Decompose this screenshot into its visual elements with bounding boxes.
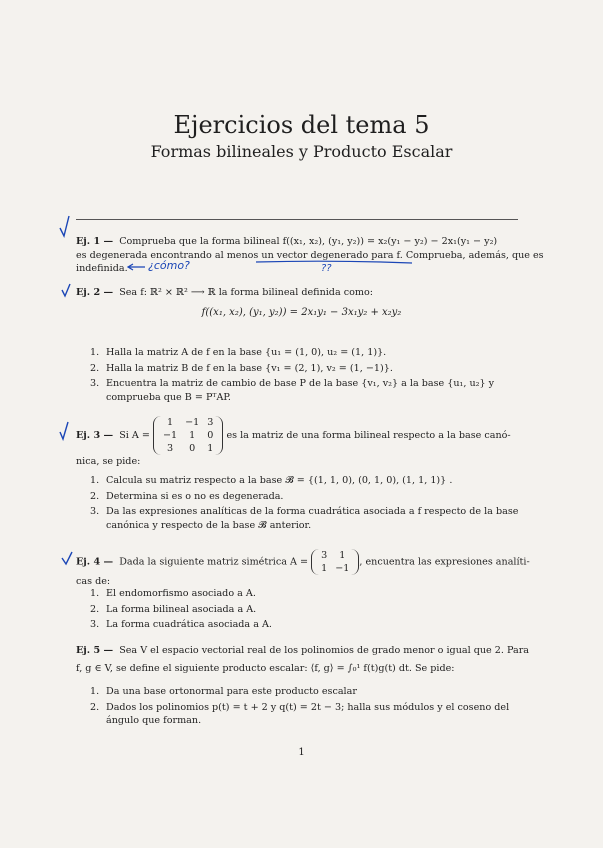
page-title: Ejercicios del tema 5 — [173, 111, 430, 139]
item-text: Da las expresiones analíticas de la forma cuadrática asociada a f respecto de la base canónica y respecto de la base 𝓑 anterior. — [106, 506, 519, 531]
item-number: 3. — [90, 378, 100, 389]
item-number: 3. — [90, 619, 100, 630]
exercise-5-text-line2: f, g ∈ V, se define el siguiente producto escalar: ⟨f, g⟩ = ∫₀¹ f(t)g(t) dt. Se pide: — [76, 662, 455, 674]
exercise-3 — [76, 416, 520, 469]
item-number: 2. — [90, 603, 100, 615]
item-text: El endomorfismo asociado a A. — [106, 588, 256, 599]
exercise-4-label: Ej. 4 — — [76, 556, 114, 568]
item-text: Da una base ortonormal para este producto escalar — [106, 686, 357, 697]
matrix-cell: 0 — [207, 430, 214, 441]
matrix-cell: 3 — [321, 550, 328, 561]
exercise-5 — [76, 644, 530, 675]
list-item — [90, 377, 520, 404]
checkmark-icon — [58, 214, 72, 240]
item-number: 1. — [90, 588, 100, 599]
list-item — [90, 490, 520, 504]
exercise-4-pre: Dada la siguiente matriz simétrica A = — [119, 556, 309, 568]
item-text: Encuentra la matriz de cambio de base P de la base {v₁, v₂} a la base {u₁, u₂} y comprueba que B = PᵀAP. — [106, 378, 495, 403]
matrix-cell: 1 — [189, 430, 196, 441]
exercise-2-list — [90, 346, 520, 406]
exercise-5-list — [90, 685, 520, 730]
item-number: 2. — [90, 362, 100, 374]
checkmark-icon — [60, 550, 74, 566]
matrix-cell: 3 — [207, 417, 214, 428]
exercise-1-text-line1: Comprueba que la forma bilineal f((x₁, x₂), (y₁, y₂)) = x₂(y₁ − y₂) − 2x₁(y₁ − y₂) — [119, 236, 498, 247]
list-item — [90, 346, 520, 360]
exercise-3-post: es la matriz de una forma bilineal respecto a la base canó- — [226, 430, 511, 441]
header — [0, 110, 603, 161]
matrix-cell: 3 — [166, 443, 174, 454]
exercise-4-post: , encuentra las expresiones analíti- — [359, 556, 530, 568]
list-item — [90, 505, 520, 532]
matrix-cell: 0 — [189, 443, 196, 454]
exercise-1-label: Ej. 1 — — [76, 236, 114, 247]
arrow-icon — [125, 263, 147, 271]
list-item — [90, 362, 520, 376]
item-number: 1. — [90, 347, 100, 358]
page-number: 1 — [298, 747, 305, 758]
handwritten-note: ¿cómo? — [148, 259, 190, 272]
matrix-cell: −1 — [335, 563, 350, 574]
exercise-4 — [76, 549, 530, 589]
exercise-1-text-line2: es degenerada encontrando al menos un vector degenerado para f. Comprueba, además, que es — [76, 249, 544, 261]
matrix-a-3x3 — [153, 416, 223, 455]
exercise-4-text-line2: cas de: — [76, 576, 111, 587]
exercise-5-label: Ej. 5 — — [76, 645, 114, 656]
exercise-2-text: Sea f: ℝ² × ℝ² ⟶ ℝ la forma bilineal definida como: — [119, 287, 373, 298]
matrix-cell: 1 — [207, 443, 214, 454]
checkmark-icon — [58, 420, 70, 442]
matrix-cell: −1 — [162, 430, 178, 441]
list-item — [90, 685, 520, 699]
exercise-3-list — [90, 474, 520, 534]
item-text: Determina si es o no es degenerada. — [106, 490, 284, 502]
exercise-3-label: Ej. 3 — — [76, 430, 114, 441]
item-text: Halla la matriz A de f en la base {u₁ = (1, 0), u₂ = (1, 1)}. — [106, 347, 387, 358]
exercise-4-list — [90, 587, 520, 634]
item-text: Halla la matriz B de f en la base {v₁ = (2, 1), v₂ = (1, −1)}. — [106, 362, 393, 374]
matrix-cell: 1 — [321, 563, 328, 574]
list-item — [90, 701, 520, 728]
page-subtitle: Formas bilineales y Producto Escalar — [150, 142, 453, 161]
handwritten-question-marks: ?? — [321, 263, 332, 274]
matrix-cell: −1 — [185, 417, 200, 428]
list-item — [90, 603, 520, 617]
matrix-cell: 1 — [166, 417, 174, 428]
item-text: Calcula su matriz respecto a la base 𝓑 = {(1, 1, 0), (0, 1, 0), (1, 1, 1)} . — [106, 475, 453, 486]
exercise-2-equation: f((x₁, x₂), (y₁, y₂)) = 2x₁y₁ − 3x₁y₂ + x₂y₂ — [201, 307, 402, 318]
item-text: La forma cuadrática asociada a A. — [106, 619, 272, 630]
item-number: 1. — [90, 686, 100, 697]
exercise-2 — [76, 286, 520, 300]
item-number: 2. — [90, 701, 100, 713]
underline-mark — [254, 259, 414, 265]
exercise-1-text-line3: indefinida. — [76, 263, 128, 274]
list-item — [90, 587, 520, 601]
exercise-5-text-line1: Sea V el espacio vectorial real de los polinomios de grado menor o igual que 2. Para — [119, 645, 530, 656]
checkmark-icon — [60, 282, 72, 298]
matrix-a-2x2 — [311, 549, 359, 575]
item-number: 2. — [90, 490, 100, 502]
item-text: Dados los polinomios p(t) = t + 2 y q(t) = 2t − 3; halla sus módulos y el coseno del ángulo que forman. — [106, 701, 510, 726]
exercise-3-pre: Si A = — [119, 430, 150, 441]
list-item — [90, 618, 520, 632]
exercise-3-text-line2: nica, se pide: — [76, 456, 141, 467]
item-number: 3. — [90, 506, 100, 517]
exercise-2-label: Ej. 2 — — [76, 287, 114, 298]
item-number: 1. — [90, 475, 100, 486]
item-text: La forma bilineal asociada a A. — [106, 603, 257, 615]
horizontal-rule — [76, 219, 518, 220]
matrix-cell: 1 — [339, 550, 346, 561]
list-item — [90, 474, 520, 488]
